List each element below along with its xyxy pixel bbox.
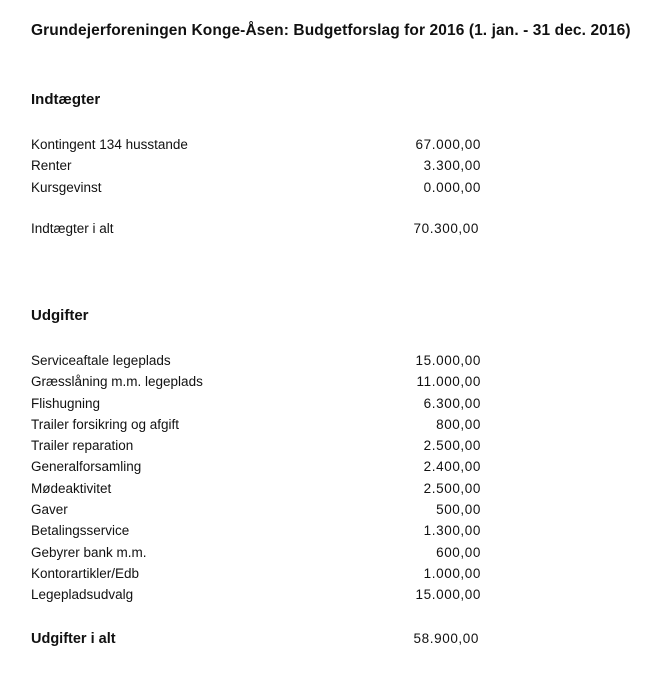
income-heading: Indtægter <box>31 91 101 108</box>
expense-amount: 800,00 <box>436 416 481 432</box>
expense-row <box>31 435 481 456</box>
expense-label: Mødeaktivitet <box>31 480 112 496</box>
expense-row <box>31 414 481 435</box>
expense-row <box>31 478 481 499</box>
expenses-total-label: Udgifter i alt <box>31 631 116 647</box>
income-row <box>31 134 481 155</box>
expense-label: Kontorartikler/Edb <box>31 565 140 581</box>
expense-amount: 11.000,00 <box>416 374 481 390</box>
expense-row <box>31 499 481 520</box>
income-total-amount: 70.300,00 <box>413 221 479 236</box>
expense-label: Gaver <box>31 502 68 518</box>
expense-amount: 15.000,00 <box>415 353 481 368</box>
expense-row <box>31 350 481 371</box>
expense-row <box>31 563 481 584</box>
income-total-row <box>31 221 479 236</box>
expense-amount: 6.300,00 <box>423 395 481 411</box>
income-row <box>31 155 481 176</box>
expenses-heading: Udgifter <box>31 307 89 324</box>
expense-amount: 15.000,00 <box>415 587 481 603</box>
expense-label: Gebyrer bank m.m. <box>31 544 147 560</box>
expense-label: Græsslåning m.m. legeplads <box>31 374 203 390</box>
expense-label: Flishugning <box>31 395 101 411</box>
expense-label: Serviceaftale legeplads <box>31 353 171 368</box>
expense-amount: 600,00 <box>436 544 481 560</box>
expenses-total-row <box>31 631 479 647</box>
expense-amount: 2.500,00 <box>423 438 481 454</box>
income-total-label: Indtægter i alt <box>31 221 114 236</box>
income-label: Kursgevinst <box>31 179 102 195</box>
expense-row <box>31 520 481 541</box>
expense-amount: 1.300,00 <box>423 523 481 539</box>
expense-amount: 2.500,00 <box>423 480 481 496</box>
expense-row <box>31 584 481 605</box>
income-list <box>31 134 481 198</box>
expense-row <box>31 542 481 563</box>
expense-label: Trailer reparation <box>31 438 134 454</box>
income-amount: 3.300,00 <box>423 158 481 174</box>
income-amount: 0.000,00 <box>423 179 481 195</box>
expenses-list <box>31 350 481 606</box>
expense-row <box>31 456 481 477</box>
expense-row <box>31 393 481 414</box>
expense-label: Generalforsamling <box>31 459 142 475</box>
expense-amount: 1.000,00 <box>423 565 481 581</box>
document-title: Grundejerforeningen Konge-Åsen: Budgetforslag for 2016 (1. jan. - 31 dec. 2016) <box>31 22 631 39</box>
expense-label: Betalingsservice <box>31 523 130 539</box>
income-label: Kontingent 134 husstande <box>31 137 188 152</box>
expense-amount: 2.400,00 <box>423 459 481 475</box>
expense-label: Trailer forsikring og afgift <box>31 416 180 432</box>
income-row <box>31 177 481 198</box>
expenses-total-amount: 58.900,00 <box>413 631 479 646</box>
expense-label: Legepladsudvalg <box>31 587 134 603</box>
income-label: Renter <box>31 158 72 174</box>
expense-row <box>31 371 481 392</box>
expense-amount: 500,00 <box>436 502 481 518</box>
income-amount: 67.000,00 <box>415 137 481 152</box>
